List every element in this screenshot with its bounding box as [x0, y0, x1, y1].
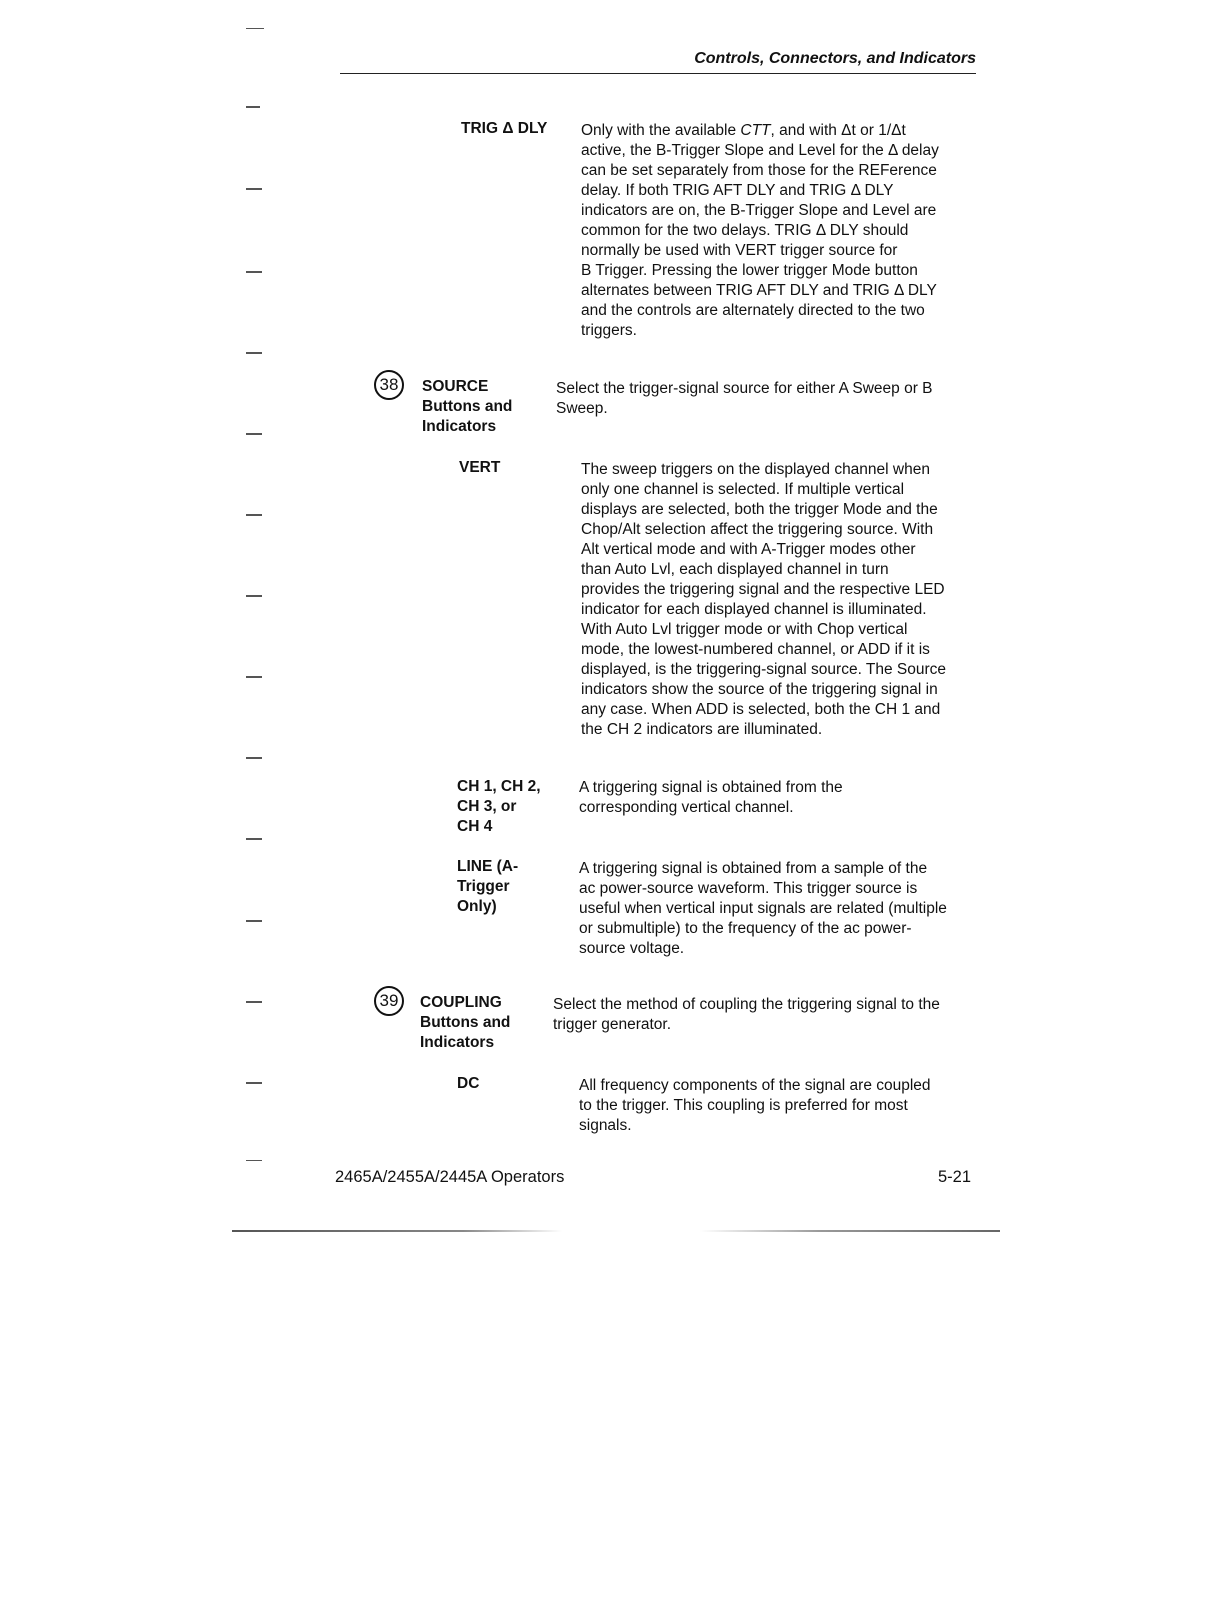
- desc-part: Only with the available: [581, 122, 741, 139]
- entry-term-line: LINE (A- Trigger Only): [457, 858, 519, 915]
- margin-mark: [246, 1082, 262, 1084]
- entry-term-dc: DC: [457, 1075, 480, 1092]
- margin-mark: [246, 271, 262, 273]
- margin-mark: [246, 1160, 262, 1161]
- margin-mark: [246, 595, 262, 597]
- margin-mark: [246, 1001, 262, 1003]
- entry-description-trig-delta-dly: [581, 121, 981, 341]
- margin-mark: [246, 920, 262, 922]
- margin-mark: [246, 106, 260, 108]
- entry-description-dc: All frequency components of the signal are coupled to the trigger. This coupling is preferred for most signals.: [579, 1077, 931, 1134]
- entry-term-vert: VERT: [459, 459, 501, 476]
- margin-mark: [246, 838, 262, 840]
- entry-term-source: SOURCE Buttons and Indicators: [422, 378, 513, 435]
- entry-description-line: A triggering signal is obtained from a sample of the ac power-source waveform. This trigger source is useful when vertical input signals are related (multiple or submultiple) to the frequency of the ac power- source voltage.: [579, 860, 947, 957]
- entry-description-source: Select the trigger-signal source for either A Sweep or B Sweep.: [556, 380, 933, 417]
- entry-description-coupling: Select the method of coupling the triggering signal to the trigger generator.: [553, 996, 940, 1033]
- desc-part: , and with Δt or 1/Δt active, the B-Trigger Slope and Level for the Δ delay can be set separately from those for the REFerence delay. If both TRIG AFT DLY and TRIG Δ DLY indicators are on, the B-Trigger Slope and Level are common for the two delays. TRIG Δ DLY should normally be used with VERT trigger source for B Trigger. Pressing the lower trigger Mode button alternates between TRIG AFT DLY and TRIG Δ DLY and the controls are alternately directed to the two triggers.: [581, 122, 939, 339]
- entry-term-coupling: COUPLING Buttons and Indicators: [420, 994, 511, 1051]
- entry-term-trig-delta-dly: TRIG Δ DLY: [461, 120, 548, 137]
- margin-mark: [246, 757, 262, 759]
- header-title: Controls, Connectors, and Indicators: [694, 50, 976, 67]
- page-header: [340, 50, 976, 74]
- margin-mark: [246, 676, 262, 678]
- scan-edge-line-left: [232, 1230, 562, 1232]
- footer-document-title: 2465A/2455A/2445A Operators: [335, 1168, 565, 1186]
- callout-number-38: 38: [374, 370, 404, 400]
- margin-mark: [246, 188, 262, 190]
- margin-mark: [246, 514, 262, 516]
- callout-number-39: 39: [374, 986, 404, 1016]
- desc-part-italic: CTT: [740, 122, 771, 139]
- footer-page-number: 5-21: [938, 1168, 972, 1186]
- margin-mark: [246, 352, 262, 354]
- scan-edge-line-right: [700, 1230, 1000, 1232]
- entry-description-vert: The sweep triggers on the displayed channel when only one channel is selected. If multiple vertical displays are selected, both the trigger Mode and the Chop/Alt selection affect the triggering source. With Alt vertical mode and with A-Trigger modes other than Auto Lvl, each displayed channel in turn provides the triggering signal and the respective LED indicator for each displayed channel is illuminated. With Auto Lvl trigger mode or with Chop vertical mode, the lowest-numbered channel, or ADD if it is displayed, is the triggering-signal source. The Source indicators show the source of the triggering signal in any case. When ADD is selected, both the CH 1 and the CH 2 indicators are illuminated.: [581, 461, 947, 738]
- entry-term-ch1-ch4: CH 1, CH 2, CH 3, or CH 4: [457, 778, 541, 835]
- entry-description-ch1-ch4: A triggering signal is obtained from the corresponding vertical channel.: [579, 779, 843, 816]
- margin-mark: [246, 433, 262, 435]
- margin-mark: [246, 28, 264, 29]
